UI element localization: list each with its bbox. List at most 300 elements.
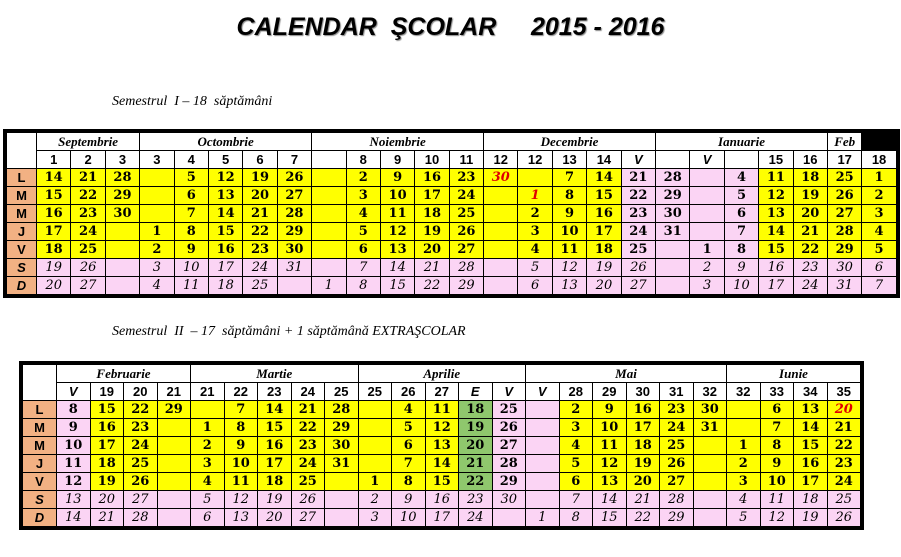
week-number: 24	[291, 383, 325, 401]
day-cell	[526, 491, 560, 509]
week-number: 4	[174, 151, 208, 169]
weekday-label: V	[23, 473, 57, 491]
day-cell: 5	[724, 187, 758, 205]
day-cell	[312, 241, 346, 259]
week-number: 27	[425, 383, 459, 401]
weekday-label: M	[7, 205, 37, 223]
day-cell: 15	[208, 223, 242, 241]
day-cell: 16	[208, 241, 242, 259]
day-cell	[105, 223, 139, 241]
week-number: V	[621, 151, 655, 169]
day-cell: 18	[794, 491, 828, 509]
day-cell: 29	[492, 473, 526, 491]
day-cell: 7	[760, 419, 794, 437]
day-cell: 21	[243, 205, 277, 223]
day-cell: 25	[621, 241, 655, 259]
day-cell: 31	[827, 277, 861, 295]
day-cell: 11	[380, 205, 414, 223]
day-cell	[690, 223, 724, 241]
day-cell	[312, 205, 346, 223]
day-cell: 11	[759, 169, 793, 187]
day-cell: 20	[587, 277, 621, 295]
day-cell: 3	[358, 509, 392, 527]
day-cell: 8	[724, 241, 758, 259]
month-header: Decembrie	[484, 133, 656, 151]
week-number: 18	[862, 151, 896, 169]
week-number: 31	[660, 383, 694, 401]
day-cell	[105, 277, 139, 295]
day-cell: 16	[90, 419, 124, 437]
day-cell: 10	[724, 277, 758, 295]
week-number: 30	[626, 383, 660, 401]
day-cell: 22	[459, 473, 493, 491]
day-cell: 3	[518, 223, 552, 241]
day-cell: 1	[312, 277, 346, 295]
month-header: Februarie	[57, 365, 191, 383]
day-cell: 30	[484, 169, 518, 187]
day-cell: 23	[124, 419, 158, 437]
day-cell: 17	[37, 223, 71, 241]
day-cell: 10	[593, 419, 627, 437]
day-cell: 30	[492, 491, 526, 509]
day-cell: 29	[157, 401, 191, 419]
week-number: 3	[105, 151, 139, 169]
day-cell: 9	[380, 169, 414, 187]
day-cell: 26	[277, 169, 311, 187]
day-cell	[656, 277, 690, 295]
day-cell	[325, 491, 359, 509]
day-cell: 2	[727, 455, 761, 473]
month-header: Ianuarie	[656, 133, 828, 151]
day-cell	[484, 205, 518, 223]
day-cell	[140, 169, 174, 187]
day-cell: 24	[827, 473, 861, 491]
day-cell: 28	[105, 169, 139, 187]
day-cell: 12	[208, 169, 242, 187]
day-cell: 15	[258, 419, 292, 437]
day-cell: 21	[793, 223, 827, 241]
day-cell: 4	[518, 241, 552, 259]
day-cell: 2	[518, 205, 552, 223]
day-cell: 14	[37, 169, 71, 187]
week-number: 22	[224, 383, 258, 401]
day-cell: 12	[425, 419, 459, 437]
week-number: 33	[760, 383, 794, 401]
day-cell	[191, 401, 225, 419]
day-cell: 24	[71, 223, 105, 241]
semester-1-calendar	[3, 129, 900, 298]
day-cell: 8	[224, 419, 258, 437]
week-number: V	[526, 383, 560, 401]
day-cell: 2	[690, 259, 724, 277]
day-cell: 15	[794, 437, 828, 455]
day-cell: 14	[794, 419, 828, 437]
day-cell: 18	[90, 455, 124, 473]
day-cell: 18	[587, 241, 621, 259]
day-cell: 11	[57, 455, 91, 473]
week-number: 10	[415, 151, 449, 169]
day-cell: 28	[827, 223, 861, 241]
week-number: 15	[759, 151, 793, 169]
week-number: 5	[208, 151, 242, 169]
day-cell	[157, 437, 191, 455]
week-number: 23	[258, 383, 292, 401]
day-cell: 1	[518, 187, 552, 205]
week-number: 19	[90, 383, 124, 401]
day-cell: 16	[425, 491, 459, 509]
weekday-label: J	[23, 455, 57, 473]
day-cell	[484, 241, 518, 259]
day-cell: 26	[449, 223, 483, 241]
day-cell: 20	[793, 205, 827, 223]
day-cell	[157, 473, 191, 491]
week-number: 35	[827, 383, 861, 401]
weekday-label: J	[7, 223, 37, 241]
day-cell: 17	[258, 455, 292, 473]
day-cell: 5	[559, 455, 593, 473]
day-cell: 25	[243, 277, 277, 295]
week-number: V	[57, 383, 91, 401]
weekday-label: M	[23, 437, 57, 455]
day-cell: 27	[124, 491, 158, 509]
week-number: 14	[587, 151, 621, 169]
day-cell: 17	[626, 419, 660, 437]
day-cell: 12	[759, 187, 793, 205]
day-cell: 18	[459, 401, 493, 419]
day-cell: 2	[358, 491, 392, 509]
day-cell: 11	[552, 241, 586, 259]
day-cell: 18	[415, 205, 449, 223]
day-cell: 12	[760, 509, 794, 527]
day-cell: 5	[518, 259, 552, 277]
week-number: 6	[243, 151, 277, 169]
day-cell: 19	[90, 473, 124, 491]
day-cell: 4	[140, 277, 174, 295]
day-cell: 14	[425, 455, 459, 473]
day-cell: 28	[656, 169, 690, 187]
day-cell	[693, 437, 727, 455]
day-cell: 28	[492, 455, 526, 473]
month-header: Noiembrie	[312, 133, 484, 151]
day-cell: 16	[37, 205, 71, 223]
day-cell: 26	[492, 419, 526, 437]
day-cell: 19	[587, 259, 621, 277]
day-cell: 6	[174, 187, 208, 205]
day-cell: 30	[656, 205, 690, 223]
day-cell: 13	[57, 491, 91, 509]
month-header: Mai	[526, 365, 727, 383]
day-cell: 2	[346, 169, 380, 187]
day-cell: 10	[174, 259, 208, 277]
week-number: 28	[559, 383, 593, 401]
day-cell	[690, 205, 724, 223]
day-cell: 1	[862, 169, 896, 187]
weekday-label: D	[7, 277, 37, 295]
day-cell: 14	[759, 223, 793, 241]
day-cell: 27	[621, 277, 655, 295]
day-cell: 20	[243, 187, 277, 205]
week-number: 11	[449, 151, 483, 169]
day-cell: 1	[191, 419, 225, 437]
day-cell: 25	[827, 169, 861, 187]
day-cell: 23	[660, 401, 694, 419]
day-cell: 13	[593, 473, 627, 491]
day-cell: 9	[724, 259, 758, 277]
day-cell	[358, 401, 392, 419]
day-cell: 21	[291, 401, 325, 419]
day-cell: 7	[224, 401, 258, 419]
calendar-title: CALENDAR ŞCOLAR 2015 - 2016	[236, 13, 665, 41]
day-cell: 27	[291, 509, 325, 527]
day-cell: 17	[759, 277, 793, 295]
week-number: 29	[593, 383, 627, 401]
day-cell: 9	[760, 455, 794, 473]
day-cell: 22	[124, 401, 158, 419]
day-cell: 13	[224, 509, 258, 527]
day-cell	[140, 205, 174, 223]
day-cell: 14	[380, 259, 414, 277]
day-cell: 19	[793, 187, 827, 205]
day-cell: 27	[827, 205, 861, 223]
week-number: 32	[693, 383, 727, 401]
day-cell: 24	[621, 223, 655, 241]
week-number: 21	[191, 383, 225, 401]
day-cell	[526, 455, 560, 473]
day-cell: 26	[71, 259, 105, 277]
day-cell: 25	[827, 491, 861, 509]
day-cell: 15	[425, 473, 459, 491]
day-cell: 25	[291, 473, 325, 491]
week-number: 7	[277, 151, 311, 169]
day-cell	[693, 491, 727, 509]
day-cell: 17	[587, 223, 621, 241]
day-cell	[484, 259, 518, 277]
day-cell: 27	[277, 187, 311, 205]
week-number: V	[492, 383, 526, 401]
week-number: V	[690, 151, 724, 169]
week-number	[312, 151, 346, 169]
weekday-label: V	[7, 241, 37, 259]
day-cell: 13	[794, 401, 828, 419]
day-cell: 4	[346, 205, 380, 223]
day-cell: 12	[593, 455, 627, 473]
day-cell	[526, 419, 560, 437]
day-cell: 4	[392, 401, 426, 419]
day-cell: 7	[392, 455, 426, 473]
day-cell: 1	[140, 223, 174, 241]
day-cell: 21	[827, 419, 861, 437]
day-cell: 23	[243, 241, 277, 259]
day-cell	[312, 259, 346, 277]
day-cell: 11	[174, 277, 208, 295]
grid-corner	[7, 133, 37, 169]
day-cell: 22	[621, 187, 655, 205]
day-cell: 22	[71, 187, 105, 205]
day-cell: 17	[425, 509, 459, 527]
day-cell: 14	[57, 509, 91, 527]
day-cell	[105, 259, 139, 277]
day-cell: 13	[208, 187, 242, 205]
day-cell: 23	[449, 169, 483, 187]
day-cell: 30	[325, 437, 359, 455]
semester-2-caption: Semestrul II – 17 săptămâni + 1 săptămână EXTRAŞCOLAR	[112, 324, 466, 339]
day-cell: 8	[760, 437, 794, 455]
day-cell: 19	[415, 223, 449, 241]
weekday-label: M	[7, 187, 37, 205]
day-cell: 20	[459, 437, 493, 455]
day-cell: 28	[325, 401, 359, 419]
day-cell: 28	[124, 509, 158, 527]
day-cell: 2	[862, 187, 896, 205]
day-cell	[140, 187, 174, 205]
day-cell: 13	[425, 437, 459, 455]
day-cell: 21	[459, 455, 493, 473]
day-cell: 21	[626, 491, 660, 509]
day-cell: 20	[90, 491, 124, 509]
day-cell: 30	[827, 259, 861, 277]
day-cell: 7	[174, 205, 208, 223]
day-cell	[693, 455, 727, 473]
day-cell	[484, 187, 518, 205]
day-cell	[358, 437, 392, 455]
day-cell: 9	[174, 241, 208, 259]
day-cell	[492, 509, 526, 527]
day-cell: 5	[191, 491, 225, 509]
day-cell: 17	[415, 187, 449, 205]
day-cell: 9	[593, 401, 627, 419]
day-cell: 29	[277, 223, 311, 241]
day-cell: 7	[346, 259, 380, 277]
day-cell: 24	[449, 187, 483, 205]
weekday-label: S	[23, 491, 57, 509]
week-number: 21	[157, 383, 191, 401]
day-cell	[484, 277, 518, 295]
day-cell: 9	[57, 419, 91, 437]
day-cell: 27	[71, 277, 105, 295]
month-header: Octombrie	[140, 133, 312, 151]
day-cell: 16	[258, 437, 292, 455]
day-cell: 7	[724, 223, 758, 241]
day-cell: 13	[380, 241, 414, 259]
day-cell	[157, 509, 191, 527]
day-cell: 4	[724, 169, 758, 187]
week-number: 8	[346, 151, 380, 169]
day-cell: 3	[140, 259, 174, 277]
day-cell: 3	[191, 455, 225, 473]
day-cell: 25	[660, 437, 694, 455]
day-cell: 16	[759, 259, 793, 277]
day-cell	[526, 437, 560, 455]
day-cell	[518, 169, 552, 187]
day-cell	[312, 223, 346, 241]
day-cell: 19	[37, 259, 71, 277]
day-cell: 25	[71, 241, 105, 259]
day-cell: 12	[380, 223, 414, 241]
day-cell: 19	[794, 509, 828, 527]
day-cell: 21	[71, 169, 105, 187]
day-cell	[526, 473, 560, 491]
day-cell: 11	[760, 491, 794, 509]
grid-corner	[23, 365, 57, 401]
day-cell: 27	[449, 241, 483, 259]
day-cell: 20	[827, 401, 861, 419]
week-number: 17	[827, 151, 861, 169]
weekday-label: M	[23, 419, 57, 437]
day-cell: 3	[690, 277, 724, 295]
day-cell: 6	[346, 241, 380, 259]
day-cell: 31	[656, 223, 690, 241]
month-header: Septembrie	[37, 133, 140, 151]
day-cell: 14	[208, 205, 242, 223]
day-cell: 6	[760, 401, 794, 419]
week-number: 1	[37, 151, 71, 169]
week-number: 32	[727, 383, 761, 401]
day-cell: 6	[724, 205, 758, 223]
day-cell: 22	[626, 509, 660, 527]
day-cell: 13	[759, 205, 793, 223]
day-cell: 29	[449, 277, 483, 295]
day-cell: 14	[593, 491, 627, 509]
day-cell: 4	[559, 437, 593, 455]
day-cell: 6	[191, 509, 225, 527]
month-header: Iunie	[727, 365, 861, 383]
day-cell: 3	[346, 187, 380, 205]
day-cell: 15	[593, 509, 627, 527]
day-cell: 17	[90, 437, 124, 455]
day-cell: 10	[392, 509, 426, 527]
day-cell: 24	[243, 259, 277, 277]
day-cell: 8	[552, 187, 586, 205]
day-cell: 6	[862, 259, 896, 277]
day-cell: 23	[621, 205, 655, 223]
semester-1-caption: Semestrul I – 18 săptămâni	[112, 94, 273, 109]
day-cell: 15	[380, 277, 414, 295]
day-cell: 26	[827, 187, 861, 205]
day-cell: 11	[425, 401, 459, 419]
day-cell: 26	[124, 473, 158, 491]
day-cell: 20	[415, 241, 449, 259]
day-cell: 6	[392, 437, 426, 455]
day-cell: 2	[559, 401, 593, 419]
day-cell: 8	[346, 277, 380, 295]
day-cell: 24	[291, 455, 325, 473]
day-cell: 25	[124, 455, 158, 473]
day-cell: 22	[243, 223, 277, 241]
day-cell: 6	[559, 473, 593, 491]
day-cell: 5	[392, 419, 426, 437]
day-cell: 12	[224, 491, 258, 509]
weekday-label: L	[7, 169, 37, 187]
day-cell: 16	[794, 455, 828, 473]
week-number: 26	[392, 383, 426, 401]
day-cell: 20	[626, 473, 660, 491]
week-number: 12	[518, 151, 552, 169]
day-cell: 21	[621, 169, 655, 187]
day-cell: 26	[660, 455, 694, 473]
day-cell: 11	[593, 437, 627, 455]
day-cell: 25	[492, 401, 526, 419]
day-cell: 9	[392, 491, 426, 509]
week-number	[724, 151, 758, 169]
day-cell	[325, 473, 359, 491]
week-number	[656, 151, 690, 169]
semester-2-grid	[22, 364, 861, 527]
day-cell: 30	[693, 401, 727, 419]
day-cell: 3	[862, 205, 896, 223]
day-cell: 19	[459, 419, 493, 437]
day-cell: 22	[827, 437, 861, 455]
day-cell: 4	[191, 473, 225, 491]
